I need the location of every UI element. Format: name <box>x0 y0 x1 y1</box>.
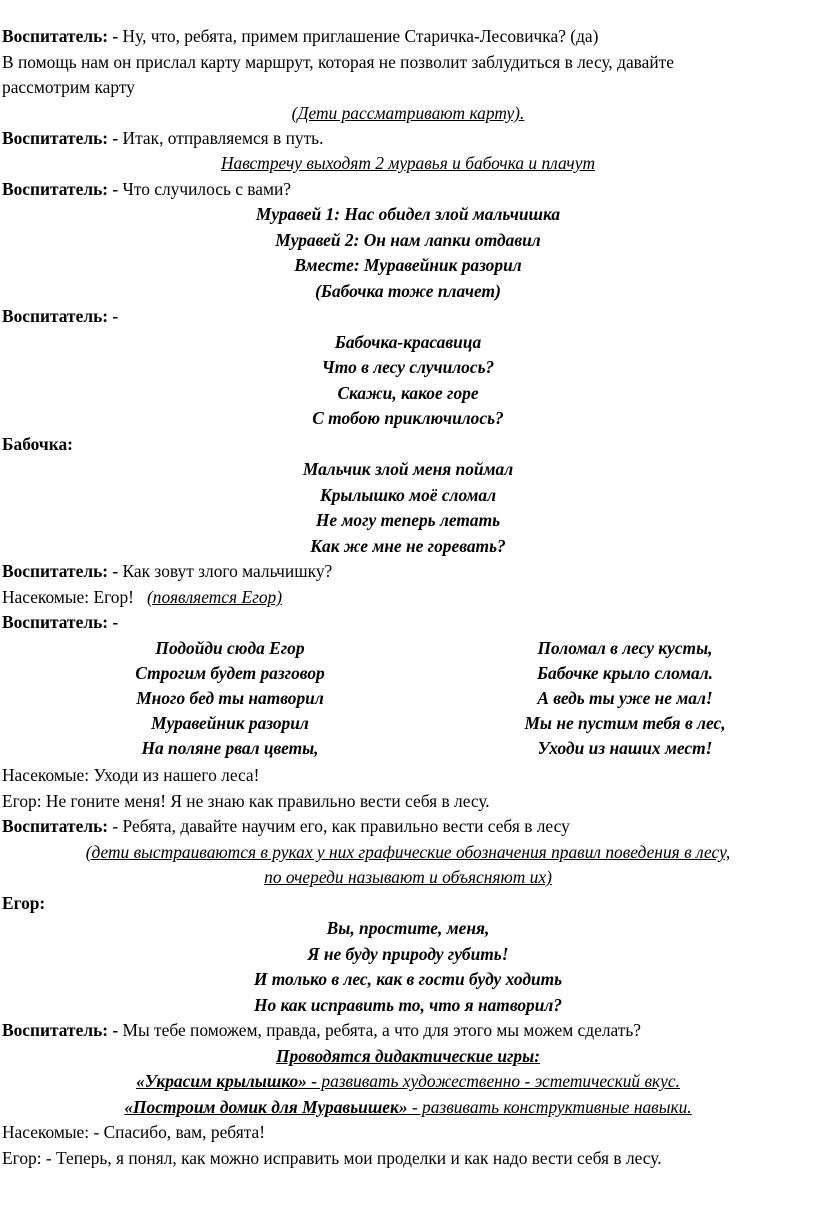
speaker-label: Воспитатель: - <box>2 1020 119 1040</box>
speaker-label: Воспитатель: - <box>2 561 119 581</box>
verse-line: Поломал в лесу кусты, <box>537 638 713 658</box>
dialogue-line <box>2 585 816 610</box>
dialogue-line <box>2 814 816 839</box>
text-line: рассмотрим карту <box>2 77 135 97</box>
verse-line: И только в лес, как в гости буду ходить <box>253 969 563 989</box>
poem-left <box>40 636 420 761</box>
dialogue-line <box>2 559 816 584</box>
line-text: Как зовут злого мальчишку? <box>118 561 333 581</box>
game-goal: развивать художественно - эстетический вкус. <box>317 1071 680 1091</box>
verse-line: Мы не пустим тебя в лес, <box>524 713 726 733</box>
speaker-label: Воспитатель: <box>2 816 109 836</box>
verse-line: На поляне рвал цветы, <box>141 738 319 758</box>
dialogue-line <box>2 126 816 151</box>
verse-line: Скажи, какое горе <box>337 383 479 403</box>
line-text: Насекомые: Егор! <box>2 587 147 607</box>
verse-line: Строгим будет разговор <box>135 663 325 683</box>
speaker-label: Егор: <box>2 893 46 913</box>
game-item <box>0 1095 816 1120</box>
verse-line: Муравей 1: Нас обидел злой мальчишка <box>255 204 561 224</box>
speaker-label: Воспитатель: - <box>2 306 119 326</box>
verse-line: Много бед ты натворил <box>136 688 324 708</box>
poem-right <box>440 636 810 761</box>
verse-line: А ведь ты уже не мал! <box>537 688 713 708</box>
verse-line: Бабочке крыло сломал. <box>536 663 714 683</box>
verse-line: Крылышко моё сломал <box>319 485 497 505</box>
stage-direction: Навстречу выходят 2 муравья и бабочка и плачут <box>220 153 596 173</box>
line-text: Мы тебе поможем, правда, ребята, а что для этого мы можем сделать? <box>118 1020 642 1040</box>
game-title: «Построим домик для Муравьишек» <box>124 1097 408 1117</box>
verse-line: Муравейник разорил <box>151 713 309 733</box>
dialogue-line: Егор: - Теперь, я понял, как можно исправить мои проделки и как надо вести себя в лесу. <box>2 1148 662 1168</box>
line-text: Что случилось с вами? <box>118 179 292 199</box>
speaker-label: Бабочка: <box>2 434 73 454</box>
stage-direction: по очереди называют и объясняют их) <box>264 867 552 887</box>
verse-line: Но как исправить то, что я натворил? <box>253 995 563 1015</box>
verse-line: С тобою приключилось? <box>312 408 504 428</box>
verse-line: Муравей 2: Он нам лапки отдавил <box>275 230 541 250</box>
line-text: Ну, что, ребята, примем приглашение Старичка-Лесовичка? (да) <box>118 26 599 46</box>
stage-direction: (дети выстраиваются в руках у них графические обозначения правил поведения в лесу, <box>85 842 731 862</box>
verse-line: Уходи из наших мест! <box>537 738 713 758</box>
line-text: - Ребята, давайте научим его, как правильно вести себя в лесу <box>108 816 570 836</box>
stage-direction: (появляется Егор) <box>147 587 283 607</box>
game-title: «Украсим крылышко» - <box>136 1071 318 1091</box>
verse-line: Мальчик злой меня поймал <box>302 459 514 479</box>
dialogue-line <box>2 1018 816 1043</box>
games-heading: Проводятся дидактические игры: <box>275 1046 540 1066</box>
verse-line: Подойди сюда Егор <box>155 638 305 658</box>
speaker-label: Воспитатель: - <box>2 26 119 46</box>
verse-line: Не могу теперь летать <box>315 510 501 530</box>
verse-line: Я не буду природу губить! <box>307 944 509 964</box>
verse-line: Бабочка-красавица <box>334 332 482 352</box>
game-item <box>0 1069 816 1094</box>
verse-line: (Бабочка тоже плачет) <box>315 281 501 301</box>
speaker-label: Воспитатель: - <box>2 128 119 148</box>
dialogue-line <box>2 177 816 202</box>
speaker-label: Воспитатель: - <box>2 179 119 199</box>
game-goal: - развивать конструктивные навыки. <box>407 1097 692 1117</box>
dialogue-line <box>2 24 816 49</box>
verse-line: Как же мне не горевать? <box>310 536 506 556</box>
dialogue-line: Насекомые: - Спасибо, вам, ребята! <box>2 1122 266 1142</box>
verse-line: Вы, простите, меня, <box>326 918 490 938</box>
text-line: В помощь нам он прислал карту маршрут, которая не позволит заблудиться в лесу, давайте <box>2 52 674 72</box>
dialogue-line: Насекомые: Уходи из нашего леса! <box>2 765 260 785</box>
verse-line: Что в лесу случилось? <box>321 357 495 377</box>
dialogue-line: Егор: Не гоните меня! Я не знаю как правильно вести себя в лесу. <box>2 791 490 811</box>
verse-line: Вместе: Муравейник разорил <box>294 255 522 275</box>
speaker-label: Воспитатель: - <box>2 612 119 632</box>
stage-direction: (Дети рассматривают карту). <box>291 103 525 123</box>
line-text: Итак, отправляемся в путь. <box>118 128 324 148</box>
